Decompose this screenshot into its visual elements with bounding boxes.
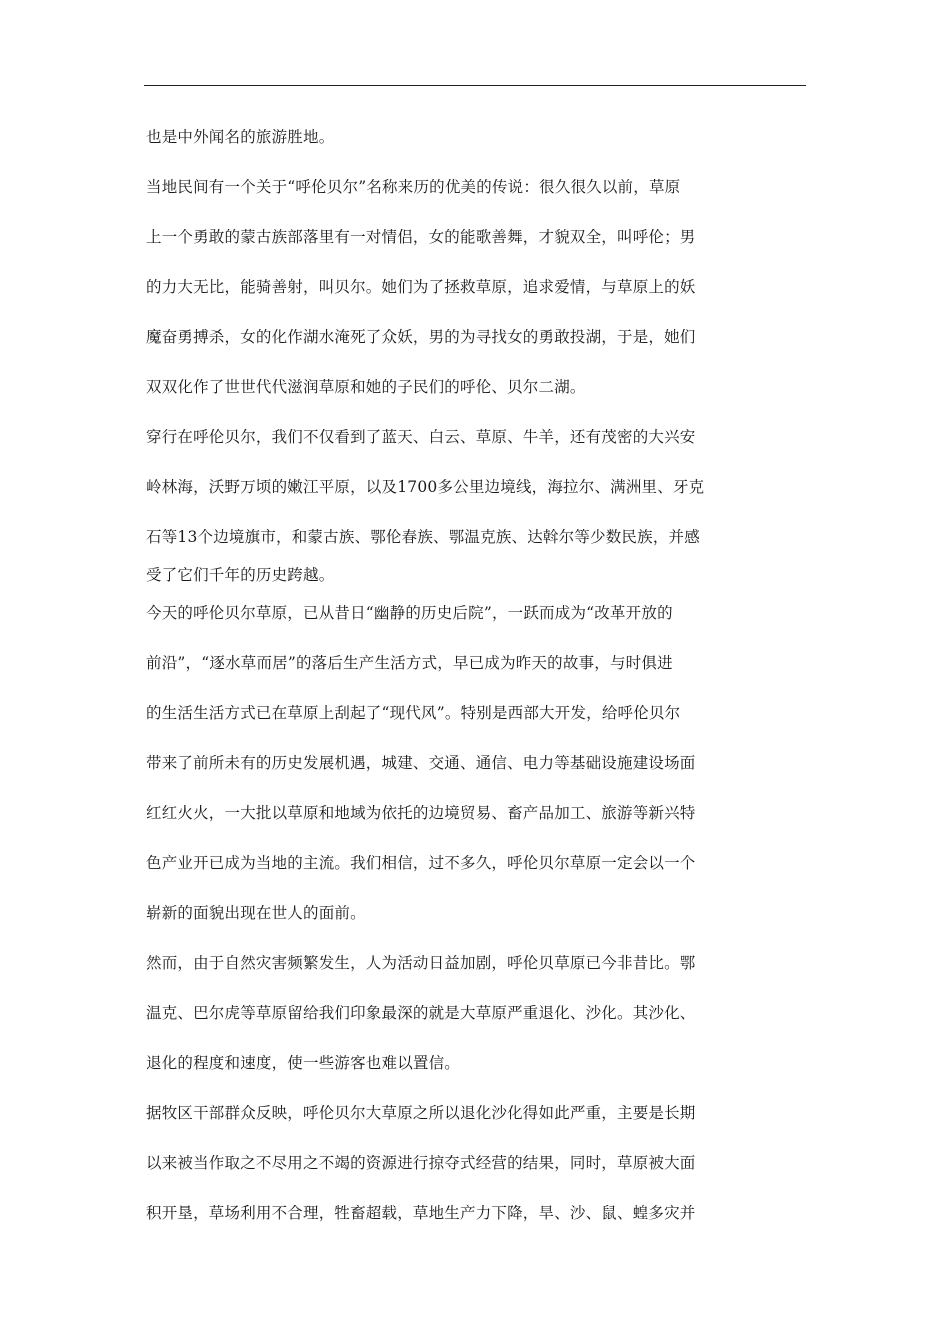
- text-line: 带来了前所未有的历史发展机遇，城建、交通、通信、电力等基础设施建设场面: [146, 754, 696, 772]
- text-line: 的生活生活方式已在草原上刮起了“现代风”。特别是西部大开发，给呼伦贝尔: [146, 704, 681, 722]
- text-line: 今天的呼伦贝尔草原，已从昔日“幽静的历史后院”，一跃而成为“改革开放的: [146, 604, 673, 622]
- body-text: [146, 112, 746, 1238]
- text-line: 以来被当作取之不尽用之不竭的资源进行掠夺式经营的结果，同时，草原被大面: [146, 1154, 696, 1172]
- text-line: 穿行在呼伦贝尔，我们不仅看到了蓝天、白云、草原、牛羊，还有茂密的大兴安: [146, 428, 696, 446]
- text-line: 魔奋勇搏杀，女的化作湖水淹死了众妖，男的为寻找女的勇敢投湖，于是，她们: [146, 328, 696, 346]
- text-line: 红红火火，一大批以草原和地域为依托的边境贸易、畜产品加工、旅游等新兴特: [146, 804, 696, 822]
- text-line: 的力大无比，能骑善射，叫贝尔。她们为了拯救草原，追求爱情，与草原上的妖: [146, 278, 696, 296]
- header-rule: [144, 85, 806, 86]
- text-line: 双双化作了世世代代滋润草原和她的子民们的呼伦、贝尔二湖。: [146, 378, 586, 396]
- text-line: 也是中外闻名的旅游胜地。: [146, 128, 335, 146]
- text-line: 色产业开已成为当地的主流。我们相信，过不多久，呼伦贝尔草原一定会以一个: [146, 854, 696, 872]
- text-line: 受了它们千年的历史跨越。: [146, 566, 335, 584]
- text-line: 前沿”，“逐水草而居”的落后生产生活方式，早已成为昨天的故事，与时俱进: [146, 654, 673, 672]
- text-line: 积开垦，草场利用不合理，牲畜超载，草地生产力下降，旱、沙、鼠、蝗多灾并: [146, 1204, 696, 1222]
- text-line: 崭新的面貌出现在世人的面前。: [146, 904, 366, 922]
- text-line: 退化的程度和速度，使一些游客也难以置信。: [146, 1054, 461, 1072]
- text-line: 石等13个边境旗市，和蒙古族、鄂伦春族、鄂温克族、达斡尔等少数民族，并感: [146, 528, 700, 546]
- text-line: 岭林海，沃野万顷的嫩江平原，以及1700多公里边境线，海拉尔、满洲里、牙克: [146, 478, 705, 496]
- text-line: 然而，由于自然灾害频繁发生，人为活动日益加剧，呼伦贝草原已今非昔比。鄂: [146, 954, 696, 972]
- text-line: 温克、巴尔虎等草原留给我们印象最深的就是大草原严重退化、沙化。其沙化、: [146, 1004, 696, 1022]
- text-line: 据牧区干部群众反映，呼伦贝尔大草原之所以退化沙化得如此严重，主要是长期: [146, 1104, 696, 1122]
- text-line: 当地民间有一个关于“呼伦贝尔”名称来历的优美的传说：很久很久以前，草原: [146, 178, 681, 196]
- text-line: 上一个勇敢的蒙古族部落里有一对情侣，女的能歌善舞，才貌双全，叫呼伦；男: [146, 228, 696, 246]
